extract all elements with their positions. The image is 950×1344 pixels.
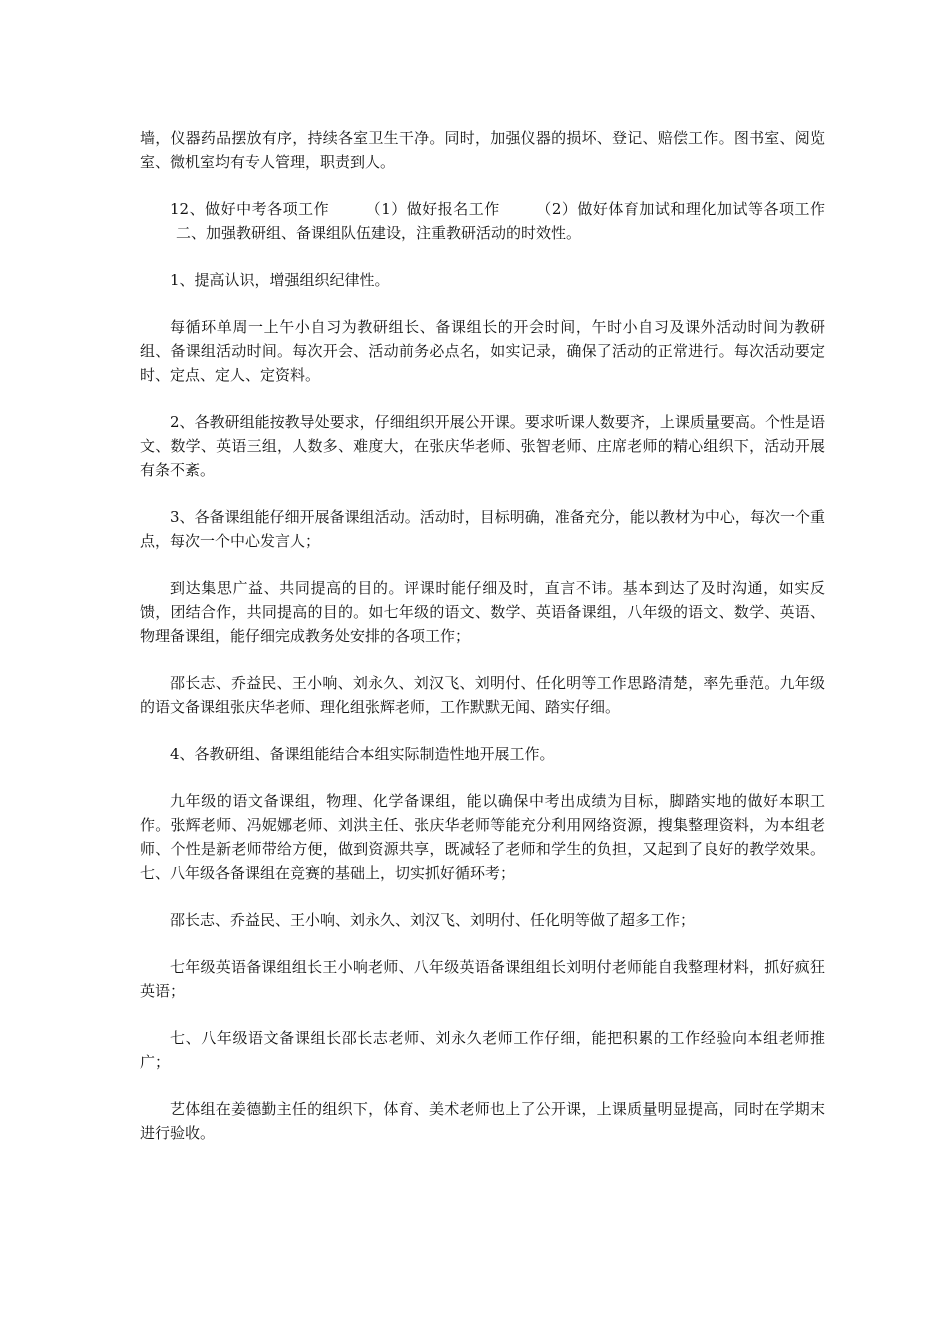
para2-part-3: （2）做好体育加试和理化加试等各项工作 [535,200,825,218]
paragraph-7: 到达集思广益、共同提高的目的。评课时能仔细及时，直言不讳。基本到达了及时沟通，如实反馈，团结合作，共同提高的目的。如七年级的语文、数学、英语备课组，八年级的语文、数学、英语、物理备课组，能仔细完成教务处安排的各项工作； [140,579,825,645]
paragraph-5: 2、各教研组能按教导处要求，仔细组织开展公开课。要求听课人数要齐，上课质量要高。个性是语文、数学、英语三组，人数多、难度大，在张庆华老师、张智老师、庄席老师的精心组织下，活动开展有条不紊。 [140,413,825,479]
paragraph-6: 3、各备课组能仔细开展备课组活动。活动时，目标明确，准备充分，能以教材为中心，每次一个重点，每次一个中心发言人； [140,508,825,550]
paragraph-13: 七、八年级语文备课组长邵长志老师、刘永久老师工作仔细，能把积累的工作经验向本组老师推广； [140,1029,825,1071]
paragraph-2 [140,197,825,245]
paragraph-8: 邵长志、乔益民、王小响、刘永久、刘汉飞、刘明付、任化明等工作思路清楚，率先垂范。九年级的语文备课组张庆华老师、理化组张辉老师，工作默默无闻、踏实仔细。 [140,674,825,716]
paragraph-14: 艺体组在姜德勤主任的组织下，体育、美术老师也上了公开课，上课质量明显提高，同时在学期末进行验收。 [140,1100,825,1142]
paragraph-10: 九年级的语文备课组，物理、化学备课组，能以确保中考出成绩为目标，脚踏实地的做好本职工作。张辉老师、冯妮娜老师、刘洪主任、张庆华老师等能充分利用网络资源，搜集整理资料，为本组老师、个性是新老师带给方便，做到资源共享，既减轻了老师和学生的负担，又起到了良好的教学效果。七、八年级各备课组在竞赛的基础上，切实抓好循环考； [140,792,825,882]
paragraph-4: 每循环单周一上午小自习为教研组长、备课组长的开会时间，午时小自习及课外活动时间为教研组、备课组活动时间。每次开会、活动前务必点名，如实记录，确保了活动的正常进行。每次活动要定时、定点、定人、定资料。 [140,318,825,384]
paragraph-12: 七年级英语备课组组长王小响老师、八年级英语备课组组长刘明付老师能自我整理材料，抓好疯狂英语； [140,958,825,1000]
para2-part-4: 二、加强教研组、备课组队伍建设，注重教研活动的时效性。 [176,224,582,242]
paragraph-9: 4、各教研组、备课组能结合本组实际制造性地开展工作。 [170,745,555,763]
document-page [140,126,825,1168]
paragraph-3: 1、提高认识，增强组织纪律性。 [170,271,390,289]
para2-part-1: 12、做好中考各项工作 [170,200,330,218]
paragraph-11: 邵长志、乔益民、王小响、刘永久、刘汉飞、刘明付、任化明等做了超多工作； [170,911,696,929]
paragraph-1: 墙，仪器药品摆放有序，持续各室卫生干净。同时，加强仪器的损坏、登记、赔偿工作。图书室、阅览室、微机室均有专人管理，职责到人。 [140,129,825,171]
para2-part-2: （1）做好报名工作 [365,200,500,218]
